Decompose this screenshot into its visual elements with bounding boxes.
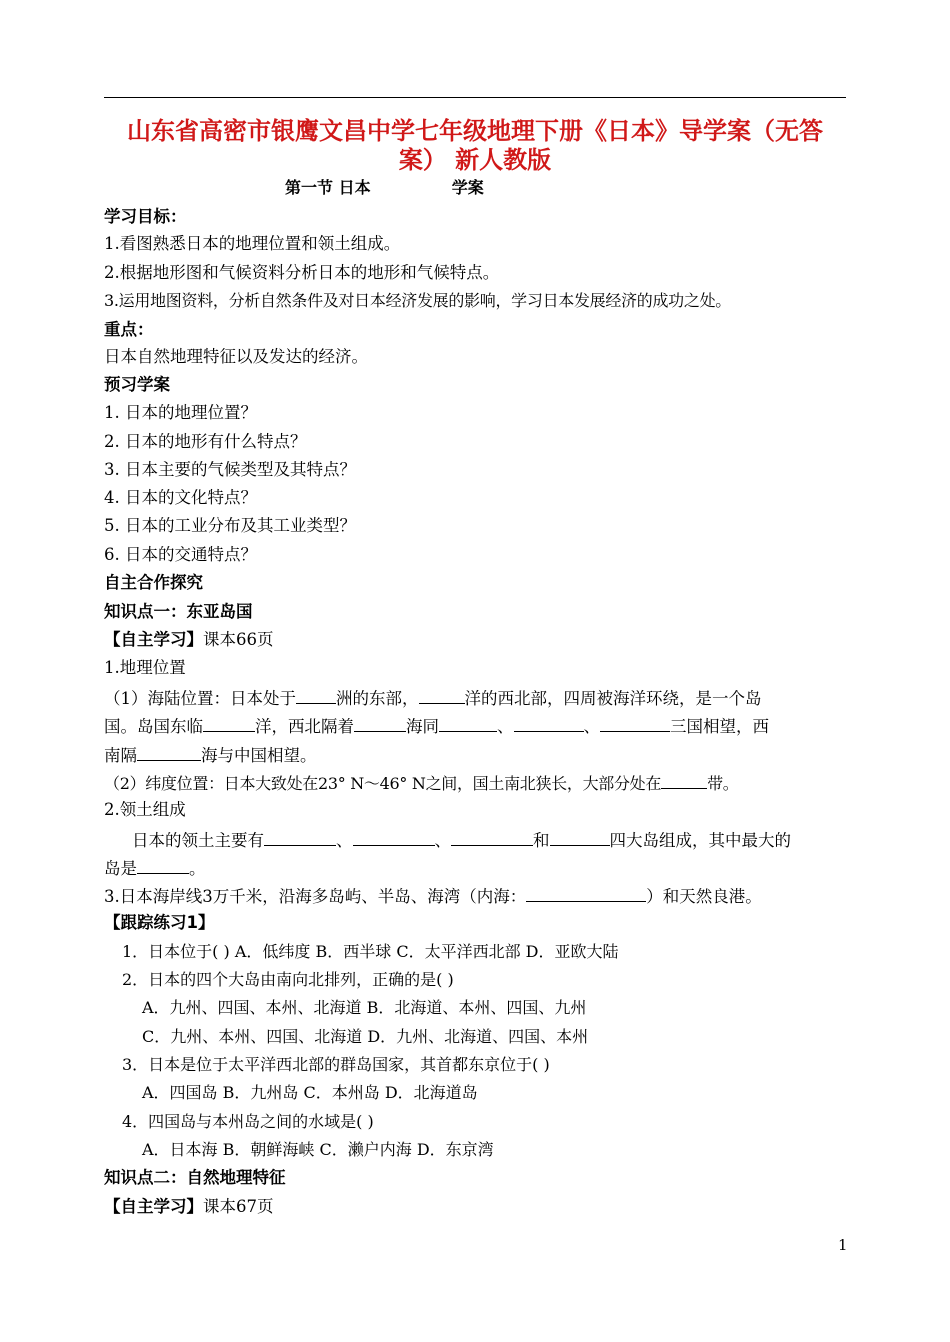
preview-item: 6. 日本的交通特点？: [104, 545, 257, 564]
section-subtitle: [285, 175, 484, 198]
preview-heading: 预习学案: [104, 375, 170, 394]
fill-blank[interactable]: [550, 828, 610, 846]
objective-item: 3.运用地图资料，分析自然条件及对日本经济发展的影响，学习日本发展经济的成功之处。: [104, 291, 731, 310]
self-study-line-2: [104, 1196, 274, 1218]
knowledge-point-2-heading: 知识点二：自然地理特征: [104, 1168, 286, 1187]
practice-question: 4．四国岛与本州岛之间的水域是( ): [122, 1112, 374, 1131]
fill-blank[interactable]: [514, 714, 584, 732]
coastline-text: 3.日本海岸线3万千米，沿海多岛屿、半岛、海湾（内海： ）和天然良港。: [104, 884, 762, 908]
geo-position-heading: 1.地理位置: [104, 658, 186, 677]
fill-blank[interactable]: [137, 856, 189, 874]
objective-item: 2.根据地形图和气候资料分析日本的地形和气候特点。: [104, 263, 500, 282]
practice-options: A．九州、四国、本州、北海道 B．北海道、本州、四国、九州: [142, 998, 587, 1017]
fill-blank[interactable]: [419, 686, 465, 704]
fill-blank[interactable]: [137, 743, 201, 761]
practice-question: 1．日本位于( ) A．低纬度 B．西半球 C．太平洋西北部 D．亚欧大陆: [122, 942, 619, 961]
page-number: 1: [838, 1236, 848, 1254]
sea-land-position-line1: （1）海陆位置：日本处于 洲的东部， 洋的西北部，四周被海洋环绕，是一个岛: [104, 686, 762, 710]
document-title-line2: 案） 新人教版: [398, 146, 552, 174]
section-kind: 学案: [451, 178, 484, 197]
objective-item: 1.看图熟悉日本的地理位置和领土组成。: [104, 234, 401, 253]
sea-land-position-line2: 国。岛国东临 洋，西北隔着 海同 、 、 三国相望，西: [104, 714, 769, 738]
fill-blank[interactable]: [203, 714, 255, 732]
fill-blank[interactable]: [600, 714, 670, 732]
practice-options: C．九州、本州、四国、北海道 D．九州、北海道、四国、本州: [142, 1027, 589, 1046]
practice-options: A．日本海 B．朝鲜海峡 C．濑户内海 D．东京湾: [142, 1140, 494, 1159]
self-study-page: 课本67页: [203, 1197, 274, 1216]
practice-question: 2．日本的四个大岛由南向北排列，正确的是( ): [122, 970, 454, 989]
self-study-tag: 【自主学习】: [104, 1197, 203, 1216]
practice-options: A．四国岛 B．九州岛 C．本州岛 D．北海道岛: [142, 1083, 478, 1102]
preview-item: 3. 日本主要的气候类型及其特点？: [104, 460, 356, 479]
fill-blank[interactable]: [451, 828, 533, 846]
practice-heading: 【跟踪练习1】: [104, 913, 215, 932]
objectives-heading: 学习目标：: [104, 207, 187, 226]
fill-blank[interactable]: [296, 686, 336, 704]
preview-item: 5. 日本的工业分布及其工业类型？: [104, 516, 356, 535]
self-study-line: [104, 629, 274, 651]
fill-blank[interactable]: [526, 884, 646, 902]
preview-item: 2. 日本的地形有什么特点？: [104, 432, 307, 451]
fill-blank[interactable]: [353, 828, 435, 846]
territory-heading: 2.领土组成: [104, 800, 186, 819]
key-points-text: 日本自然地理特征以及发达的经济。: [104, 347, 368, 366]
sea-land-position-line3: 南隔 海与中国相望。: [104, 743, 317, 767]
self-study-tag: 【自主学习】: [104, 630, 203, 649]
territory-line1: 日本的领土主要有 、 、 和 四大岛组成，其中最大的: [132, 828, 791, 852]
key-points-heading: 重点：: [104, 320, 154, 339]
preview-item: 1. 日本的地理位置？: [104, 403, 257, 422]
fill-blank[interactable]: [264, 828, 336, 846]
practice-question: 3．日本是位于太平洋西北部的群岛国家，其首都东京位于( ): [122, 1055, 550, 1074]
header-rule: [104, 97, 846, 98]
knowledge-point-1-heading: 知识点一：东亚岛国: [104, 602, 253, 621]
territory-line2: 岛是 。: [104, 856, 206, 880]
latitude-position: （2）纬度位置：日本大致处在23° N～46° N之间，国土南北狭长，大部分处在 带。: [104, 771, 738, 795]
explore-heading: 自主合作探究: [104, 573, 203, 592]
fill-blank[interactable]: [439, 714, 497, 732]
self-study-page: 课本66页: [203, 630, 274, 649]
section-name: 第一节 日本: [285, 178, 371, 197]
fill-blank[interactable]: [354, 714, 406, 732]
preview-item: 4. 日本的文化特点？: [104, 488, 257, 507]
fill-blank[interactable]: [661, 771, 707, 789]
document-title-line1: 山东省高密市银鹰文昌中学七年级地理下册《日本》导学案（无答: [127, 117, 823, 145]
